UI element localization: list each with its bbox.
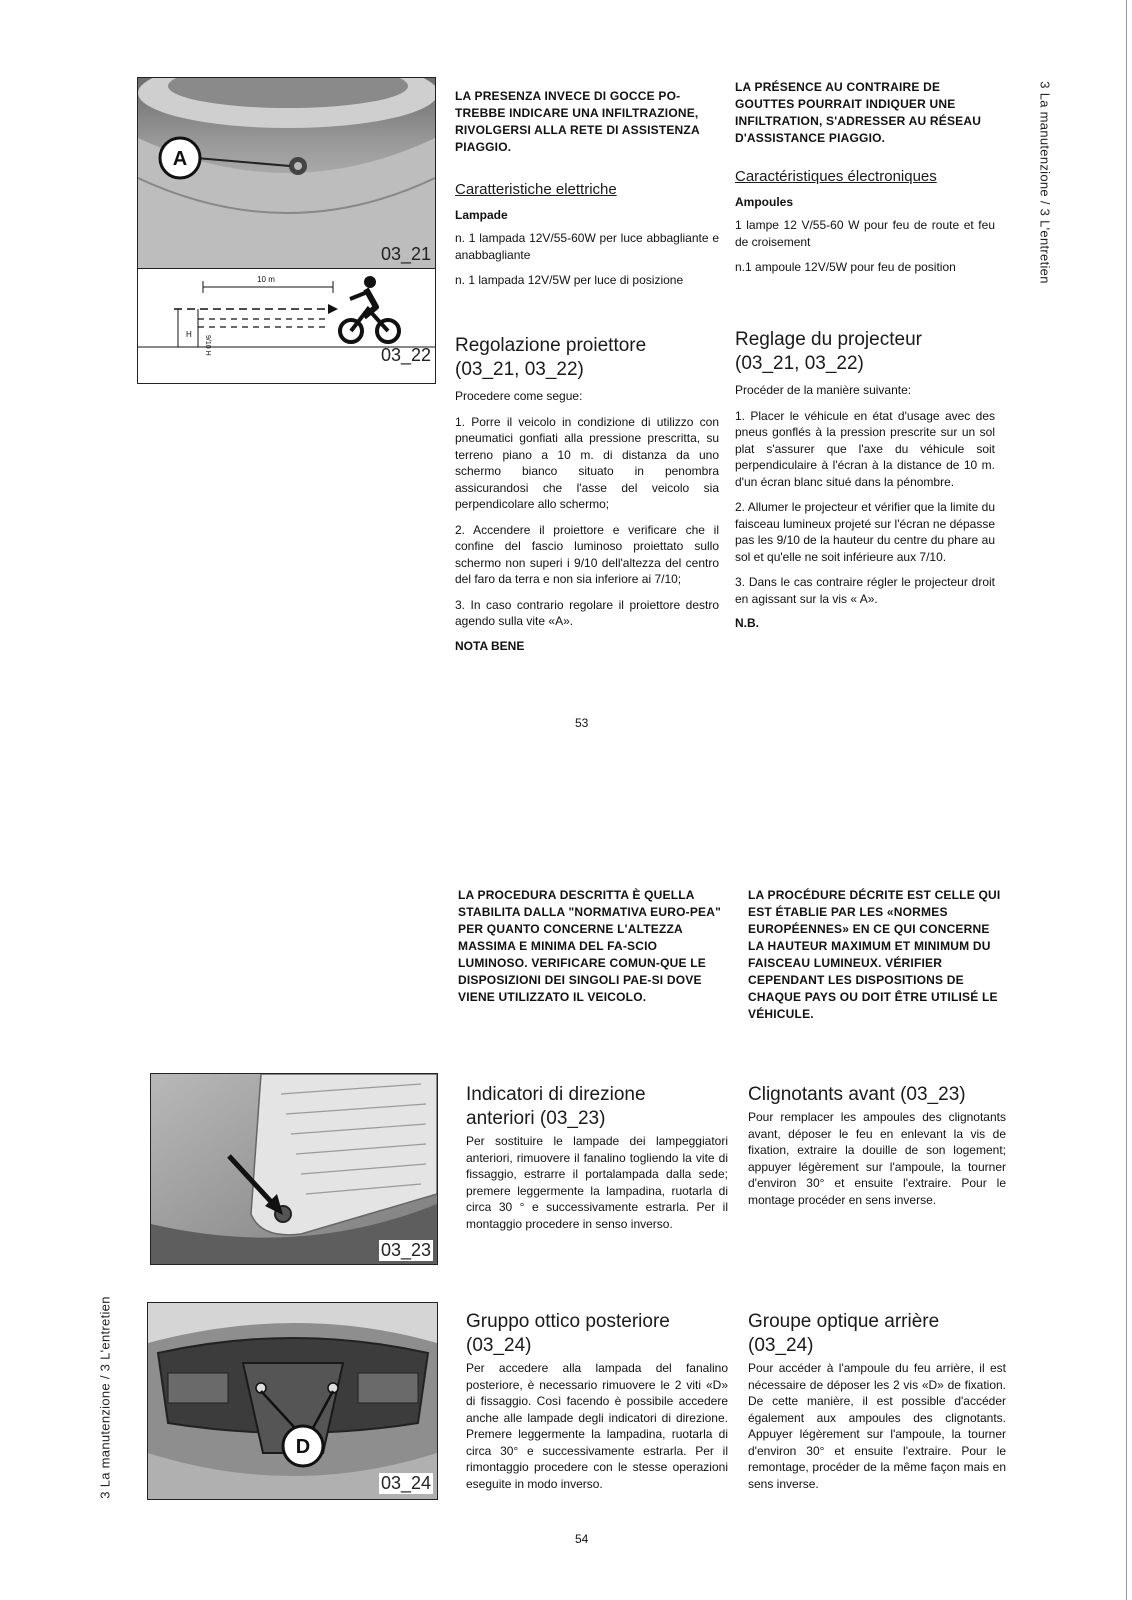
it-lamp-subtitle: Lampade <box>455 208 508 222</box>
fr-reg-intro: Procéder de la manière suivante: <box>735 383 912 397</box>
photo-headlight-screw <box>138 78 435 268</box>
it-ind-text: Per sostituire le lampade dei lampeggiatori anteriori, rimuovere il fanalino togliendo la vite di fissaggio, estrarre il portalampada dalla sede; premere leggermente la lampadina, ruotarla di circa 30 ° e successivamente estrarla. Per il montaggio procedere in senso inverso. <box>466 1134 728 1231</box>
figure-label-0324: 03_24 <box>380 1473 431 1493</box>
fr-rear-title-1: Groupe optique arrière <box>748 1311 940 1332</box>
it-caps-note: LA PRESENZA INVECE DI GOCCE PO-TREBBE INDICARE UNA INFILTRAZIONE, RIVOLGERSI ALLA RETE DI ASSISTENZA PIAGGIO. <box>455 89 700 154</box>
fr-rear-light-section <box>748 1310 1006 1501</box>
fr-electrical-section <box>735 167 995 285</box>
page-number-53: 53 <box>575 716 589 730</box>
fr-reg-title-1: Reglage du projecteur <box>735 329 922 350</box>
it-rear-title-1: Gruppo ottico posteriore <box>466 1311 670 1332</box>
it-ind-title-1: Indicatori di direzione <box>466 1084 646 1105</box>
it-lamp-1: n. 1 lampada 12V/55-60W per luce abbagliante e anabbagliante <box>455 231 719 262</box>
marker-d-letter: D <box>295 1436 311 1458</box>
fr-lamp-1: 1 lampe 12 V/55-60 W pour feu de route et feu de croisement <box>735 218 995 249</box>
fr-ind-title: Clignotants avant (03_23) <box>748 1084 966 1105</box>
figure-front-indicator <box>150 1073 438 1265</box>
it-front-indicator-section <box>466 1083 728 1241</box>
it-ind-title-2: anteriori (03_23) <box>466 1108 606 1129</box>
it-reg-step-2: 2. Accendere il proiettore e verificare che il confine del fascio luminoso proiettato sullo schermo non superi i 9/10 dell'altezza del centro del faro da terra e non sia inferiore ai 7/10; <box>455 522 719 586</box>
it-reg-title-1: Regolazione proiettore <box>455 335 647 356</box>
it-reg-step-3: 3. In caso contrario regolare il proiettore destro agendo sulla vite «A». <box>455 597 719 628</box>
marker-a-letter: A <box>172 148 188 170</box>
photo-rear-light <box>148 1303 437 1499</box>
it-rear-light-section <box>466 1310 728 1501</box>
it-lamp-2: n. 1 lampada 12V/5W per luce di posizione <box>455 273 684 287</box>
fr-ind-text: Pour remplacer les ampoules des clignotants avant, déposer le feu en enlevant la vis de fixation, extraire la douille de son logement; appuyer légèrement sur l'ampoule, la tourner d'environ 30° et ensuite l'extraire. Pour le montage procéder en sens inverse. <box>748 1110 1006 1207</box>
right-edge-line <box>1126 0 1127 1600</box>
page-number-54: 54 <box>575 1532 589 1546</box>
figure-headlight-adjustment <box>137 77 436 384</box>
it-nota-bene: NOTA BENE <box>455 638 525 653</box>
it-rear-title-2: (03_24) <box>466 1335 532 1356</box>
h-label: H <box>186 330 192 339</box>
distance-label: 10 m <box>257 275 275 284</box>
it-rear-text: Per accedere alla lampada del fanalino posteriore, è necessario rimuovere le 2 viti «D» di fissaggio. Così facendo è possibile accedere anche alle lampade degli indicatori di direzione. Premere leggermente la lampadina, ruotarla di circa 30° e successivamente estrarla. Per il rimontaggio procedere con le stesse operazioni eseguite in modo inverso. <box>466 1361 728 1491</box>
fr-lamp-2: n.1 ampoule 12V/5W pour feu de position <box>735 260 956 274</box>
h910-label: 9/10 H <box>204 335 211 356</box>
fr-adjustment-section <box>735 328 995 638</box>
figure-label-0323: 03_23 <box>380 1240 431 1260</box>
it-caps-procedure: LA PROCEDURA DESCRITTA È QUELLA STABILITA DALLA "NORMATIVA EURO-PEA" PER QUANTO CONCERNE L'ALTEZZA MASSIMA E MINIMA DEL FA-SCIO LUMINOSO. VERIFICARE COMUN-QUE LE DISPOSIZIONI DEI SINGOLI PAE-SI DOVE VIENE UTILIZZATO IL VEICOLO. <box>458 888 722 1004</box>
side-label-left: 3 La manutenzione / 3 L'entretien <box>97 1296 113 1499</box>
fr-nb: N.B. <box>735 616 759 630</box>
figure-label-0322: 03_22 <box>380 345 431 365</box>
it-reg-intro: Procedere come segue: <box>455 389 583 403</box>
fr-rear-title-2: (03_24) <box>748 1335 814 1356</box>
fr-reg-title-2: (03_21, 03_22) <box>735 353 864 374</box>
fr-elec-title: Caractéristiques électroniques <box>735 168 937 185</box>
side-label-right: 3 La manutenzione / 3 L'entretien <box>1037 81 1053 284</box>
fr-reg-step-1: 1. Placer le véhicule en état d'usage avec des pneus gonflés à la pression prescrite sur un sol plat s'assurer que l'axe du véhicule soit perpendiculaire à l'écran à la distance de 10 m. d'un écran blanc situé dans la pénombre. <box>735 408 995 489</box>
it-adjustment-section <box>455 334 719 661</box>
figure-rear-light <box>147 1302 438 1500</box>
fr-reg-step-2: 2. Allumer le projecteur et vérifier que la limite du faisceau lumineux projeté sur l'écran ne dépasse pas les 9/10 de la hauteur du centre du phare au sol et qu'elle ne soit inférieure aux 7/10. <box>735 500 995 564</box>
it-elec-title: Caratteristiche elettriche <box>455 181 617 198</box>
figure-label-0321: 03_21 <box>380 244 431 264</box>
it-reg-title-2: (03_21, 03_22) <box>455 359 584 380</box>
fr-lamp-subtitle: Ampoules <box>735 195 794 209</box>
photo-front-indicator <box>151 1074 437 1264</box>
fr-caps-note: LA PRÉSENCE AU CONTRAIRE DE GOUTTES POURRAIT INDIQUER UNE INFILTRATION, S'ADRESSER AU RÉSEAU D'ASSISTANCE PIAGGIO. <box>735 80 982 145</box>
it-electrical-section <box>455 180 719 298</box>
fr-front-indicator-section <box>748 1083 1006 1217</box>
it-reg-step-1: 1. Porre il veicolo in condizione di utilizzo con pneumatici gonfiati alla pressione prescritta, su terreno piano a 10 m. di distanza da uno schermo bianco situato in penombra assicurandosi che l'asse del veicolo sia perpendicolare allo schermo; <box>455 414 719 511</box>
fr-caps-procedure: LA PROCÉDURE DÉCRITE EST CELLE QUI EST ÉTABLIE PAR LES «NORMES EUROPÉENNES» EN CE QUI CONCERNE LA HAUTEUR MAXIMUM ET MINIMUM DU FAISCEAU LUMINEUX. VÉRIFIER CEPENDANT LES DISPOSITIONS DE CHAQUE PAYS OU DOIT ÊTRE UTILISÉ LE VÉHICULE. <box>748 888 1001 1021</box>
fr-rear-text: Pour accéder à l'ampoule du feu arrière, il est nécessaire de déposer les 2 vis «D» de fixation. De cette manière, il est possible d'accéder également aux ampoules des clignotants. Appuyer légèrement sur l'ampoule, la tourner d'environ 30° et ensuite l'extraire. Pour le remontage, procéder de la même façon mais en sens inverse. <box>748 1361 1006 1491</box>
fr-reg-step-3: 3. Dans le cas contraire régler le projecteur droit en agissant sur la vis « A». <box>735 575 995 606</box>
